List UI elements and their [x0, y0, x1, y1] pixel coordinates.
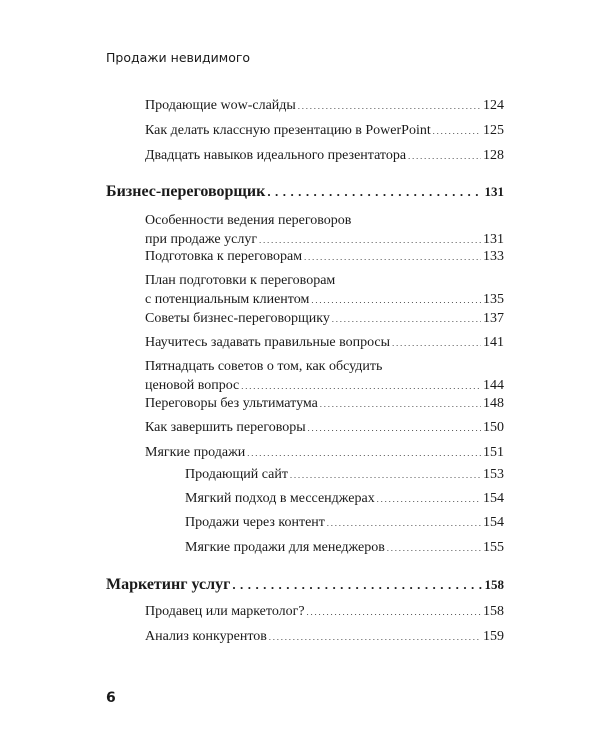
toc-page-number: 131 — [484, 184, 504, 199]
dot-leader — [304, 247, 481, 267]
toc-page-number: 128 — [483, 148, 504, 163]
toc-entry — [145, 146, 504, 166]
toc-page-number: 144 — [483, 378, 504, 393]
toc-entry — [185, 489, 504, 509]
toc-entry — [145, 627, 504, 647]
toc-entry-title: Продавец или маркетолог? — [145, 604, 305, 619]
toc-entry-title-line: Особенности ведения переговоров — [145, 213, 352, 228]
toc-page-number: 137 — [483, 311, 504, 326]
toc-entry — [145, 247, 504, 267]
toc-entry — [185, 465, 504, 485]
toc-entry-title: Двадцать навыков идеального презентатора — [145, 148, 407, 163]
toc-entry-title: Продажи через контент — [185, 515, 325, 530]
toc-entry-title: Маркетинг услуг — [106, 576, 231, 593]
toc-entry-title: Анализ конкурентов — [145, 629, 267, 644]
dot-leader — [408, 146, 481, 166]
toc-page-number: 141 — [483, 335, 504, 350]
dot-leader — [247, 443, 481, 463]
toc-page-number: 133 — [483, 249, 504, 264]
toc-entry-title: Научитесь задавать правильные вопросы — [145, 335, 391, 350]
dot-leader — [377, 489, 481, 509]
toc-entry — [145, 333, 504, 353]
toc-entry-title: Бизнес-переговорщик — [106, 183, 266, 200]
running-head: Продажи невидимого — [106, 50, 251, 65]
toc-entry — [145, 309, 504, 329]
toc-page-number: 151 — [483, 445, 504, 460]
toc-entry-title: ценовой вопрос — [145, 378, 240, 393]
toc-page-number: 154 — [483, 491, 504, 506]
dot-leader — [387, 538, 481, 558]
toc-page-number: 158 — [484, 577, 504, 592]
toc-entry — [145, 602, 504, 622]
toc-page-number: 155 — [483, 540, 504, 555]
toc-page-number: 148 — [483, 396, 504, 411]
toc-entry-title: при продаже услуг — [145, 232, 258, 247]
toc-entry-title: Как делать классную презентацию в PowerPoint — [145, 123, 431, 138]
dot-leader — [232, 575, 482, 594]
page-number: 6 — [106, 690, 116, 706]
dot-leader — [269, 627, 481, 647]
toc-entry-title-line: План подготовки к переговорам — [145, 273, 336, 288]
toc-entry-title: Мягкий подход в мессенджерах — [185, 491, 375, 506]
toc-page-number: 124 — [483, 98, 504, 113]
toc-entry — [145, 394, 504, 414]
toc-entry-title: с потенциальным клиентом — [145, 292, 310, 307]
toc-page-number: 135 — [483, 292, 504, 307]
dot-leader — [241, 376, 481, 396]
toc-page-number: 154 — [483, 515, 504, 530]
toc-entry-title: Мягкие продажи для менеджеров — [185, 540, 385, 555]
toc-page-number: 153 — [483, 467, 504, 482]
toc-page-number: 150 — [483, 420, 504, 435]
dot-leader — [327, 513, 481, 533]
dot-leader — [298, 96, 481, 116]
dot-leader — [433, 121, 481, 141]
toc-entry — [145, 121, 504, 141]
dot-leader — [320, 394, 481, 414]
toc-entry — [185, 513, 504, 533]
toc-entry-title: Переговоры без ультиматума — [145, 396, 318, 411]
toc-entry — [185, 538, 504, 558]
toc-entry-title: Продающий сайт — [185, 467, 288, 482]
dot-leader — [332, 309, 481, 329]
dot-leader — [311, 290, 481, 310]
dot-leader — [267, 182, 482, 201]
toc-entry-title: Подготовка к переговорам — [145, 249, 303, 264]
toc-entry — [145, 357, 504, 396]
toc-page-number: 159 — [483, 629, 504, 644]
dot-leader — [290, 465, 481, 485]
toc-entry — [145, 418, 504, 438]
toc-entry-title: Советы бизнес-переговорщику — [145, 311, 330, 326]
dot-leader — [308, 418, 481, 438]
toc-page-number: 158 — [483, 604, 504, 619]
toc-entry — [145, 271, 504, 310]
toc-entry-title-line: Пятнадцать советов о том, как обсудить — [145, 359, 383, 374]
dot-leader — [392, 333, 481, 353]
dot-leader — [307, 602, 481, 622]
toc-entry — [145, 211, 504, 250]
toc-entry — [145, 443, 504, 463]
toc-entry-title: Как завершить переговоры — [145, 420, 306, 435]
toc-chapter — [106, 575, 504, 594]
toc-entry-title: Продающие wow-слайды — [145, 98, 296, 113]
toc-page-number: 125 — [483, 123, 504, 138]
toc-entry-title: Мягкие продажи — [145, 445, 246, 460]
toc-entry — [145, 96, 504, 116]
toc-chapter — [106, 182, 504, 201]
toc-page-number: 131 — [483, 232, 504, 247]
